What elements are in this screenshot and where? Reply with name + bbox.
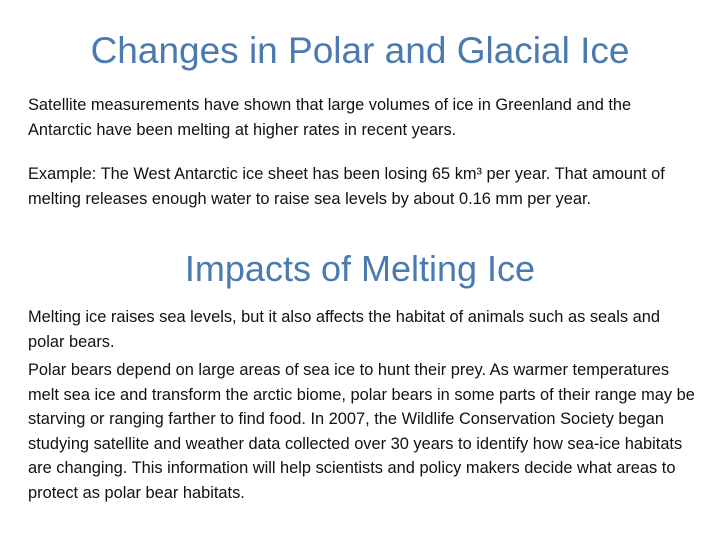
paragraph-satellite-measurements: Satellite measurements have shown that large volumes of ice in Greenland and the Antarctic have been melting at higher rates in recent years. [28, 96, 632, 139]
paragraph-example-west-antarctic: Example: The West Antarctic ice sheet has been losing 65 km³ per year. That amount of melting releases enough water to raise sea levels by about 0.16 mm per year. [28, 165, 665, 208]
paragraph-polar-bears: Polar bears depend on large areas of sea ice to hunt their prey. As warmer temperatures melt sea ice and transform the arctic biome, polar bears in some parts of their range may be starving or ranging farther to find food. In 2007, the Wildlife Conservation Society began studying satellite and weather data collected over 30 years to identify how sea-ice habitats are changing. This information will help scientists and policy makers decide what areas to protect as polar bear habitats. [28, 361, 695, 502]
slide-title: Changes in Polar and Glacial Ice [90, 30, 630, 71]
paragraph-sea-levels-habitat: Melting ice raises sea levels, but it also affects the habitat of animals such as seals and polar bears. [28, 308, 660, 351]
section-heading-impacts: Impacts of Melting Ice [184, 248, 536, 289]
